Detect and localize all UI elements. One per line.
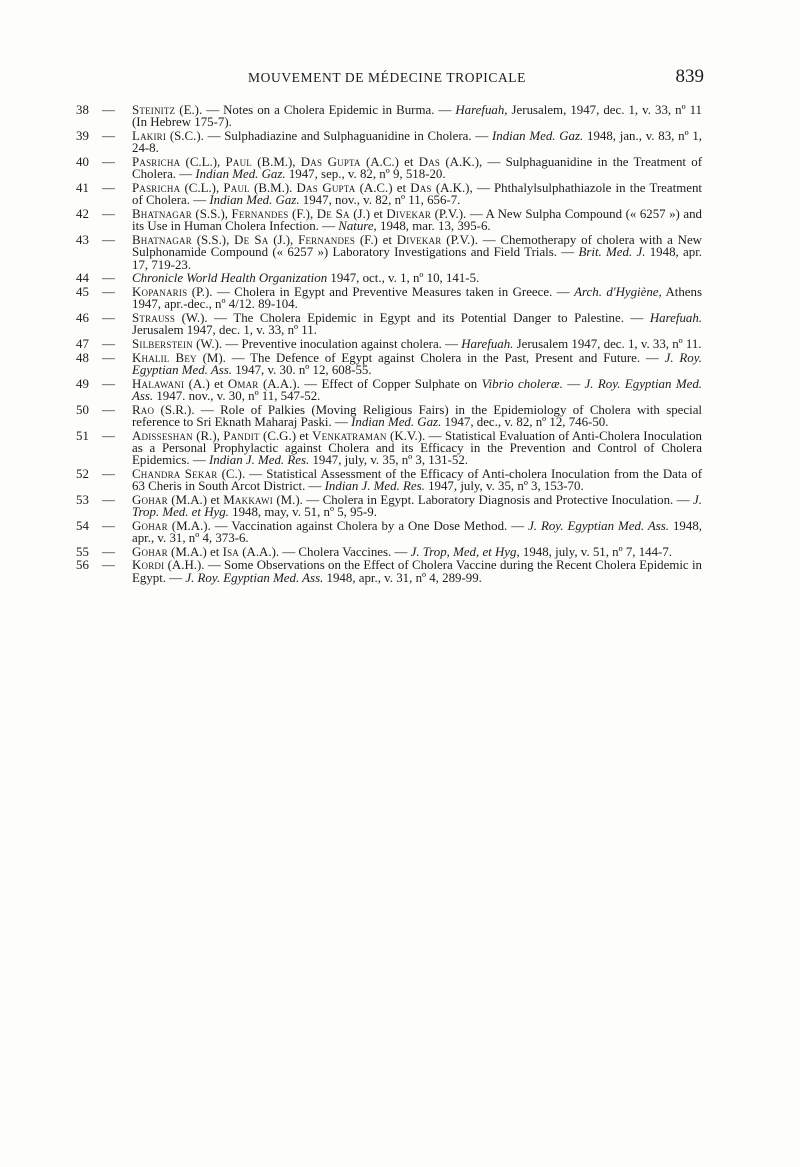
citation-text: (B.M.). [249,180,297,195]
author-name: Kopanaris [132,284,188,299]
citation-text: (M). — The Defence of Egypt against Cholera in the Past, Present and Future. — [196,350,665,365]
citation-text: 1947, sep., v. 82, nº 9, 518-20. [285,167,446,182]
author-name: De Sa [234,232,269,247]
reference-number: 52 [76,466,89,481]
reference-number: 46 [76,310,89,325]
reference-item [76,352,702,377]
author-name: Gohar [132,544,168,559]
reference-item [76,546,702,558]
citation-text: (A.K.), — Phthalylsulphathiazole in the Treatment of Cholera. — [132,180,702,208]
citation-text: 1948, jan., v. 83, nº 1, 24-8. [132,128,702,156]
reference-dash: — [102,232,115,247]
author-name: Rao [132,402,155,417]
reference-dash: — [102,428,115,443]
reference-item [76,156,702,181]
author-name: Paul [223,180,250,195]
reference-dash: — [102,544,115,559]
author-name: Pandit [223,428,260,443]
running-title: MOUVEMENT DE MÉDECINE TROPICALE [248,70,526,85]
author-name: Gohar [132,518,168,533]
citation-text: 1947, nov., v. 82, nº 11, 656-7. [299,193,461,208]
citation-text: (M.A.) et [167,492,224,507]
reference-dash: — [102,103,115,117]
author-name: Gohar [132,492,168,507]
author-name: Omar [227,376,259,391]
citation-text: (A.A.). — Effect of Copper Sulphate on [258,376,482,391]
author-name: Adisseshan [132,428,193,443]
reference-list [76,104,702,585]
author-name: Pasricha [132,180,181,195]
citation-text: 1947, oct., v. 1, nº 10, 141-5. [327,271,480,286]
reference-item [76,520,702,545]
reference-item [76,130,702,155]
citation-text: (C.). — Statistical Assessment of the Efficacy of Anti-cholera Inoculation from the Data of 63 Cheris in South Arcot District. — [132,466,702,494]
author-name: Das Gupta [300,154,361,169]
reference-dash: — [102,558,115,573]
citation-text: (J.) et [349,206,387,221]
journal-title: Arch. d'Hygiène, [574,284,662,299]
reference-item [76,312,702,337]
reference-number: 40 [76,154,89,169]
citation-text: (M.A.) et [167,544,223,559]
journal-title: Indian J. Med. Res. [208,453,310,468]
reference-item [76,404,702,429]
journal-title: Indian Med. Gaz. [491,128,584,143]
citation-text: (W.). — The Cholera Epidemic in Egypt and its Potential Danger to Palestine. — [175,310,650,325]
citation-text: 1948, apr., v. 31, nº 4, 289-99. [323,570,482,585]
reference-number: 39 [76,128,89,143]
author-name: Makkawi [223,492,273,507]
author-name: Lakiri [132,128,167,143]
page-number: 839 [675,66,704,87]
reference-dash: — [102,336,115,351]
reference-dash: — [102,376,115,391]
reference-number: 38 [76,103,89,117]
citation-text: 1948, apr., v. 31, nº 4, 373-6. [132,518,702,546]
page-header [70,66,704,92]
author-name: Silberstein [132,336,193,351]
citation-text: 1947, dec., v. 82, nº 12, 746-50. [441,414,609,429]
citation-text: (A.A.). — Cholera Vaccines. — [239,544,411,559]
reference-number: 41 [76,180,89,195]
citation-text: 1947, july, v. 35, nº 3, 131-52. [309,453,469,468]
author-name: Das [410,180,432,195]
journal-title: J. Trop, Med, et Hyg, [410,544,520,559]
reference-dash: — [102,492,115,507]
author-name: Fernandes [231,206,289,221]
citation-text: (M.A.). — Vaccination against Cholera by a One Dose Method. — [167,518,529,533]
reference-number: 43 [76,232,89,247]
author-name: Divekar [396,232,442,247]
citation-text: (F.) et [355,232,397,247]
citation-text: (R.), [192,428,224,443]
journal-title: Harefuah. [461,336,514,351]
reference-item [76,468,702,493]
citation-text: — [562,376,585,391]
citation-text: (S.S.), [191,206,232,221]
author-name: Das [418,154,441,169]
reference-item [76,182,702,207]
reference-number: 45 [76,284,89,299]
author-name: Halawani [132,376,185,391]
author-name: Das Gupta [296,180,356,195]
reference-number: 55 [76,544,89,559]
journal-title: Harefuah, [455,103,508,117]
reference-dash: — [102,518,115,533]
citation-text: (S.C.). — Sulphadiazine and Sulphaguanidine in Cholera. — [166,128,492,143]
citation-text: 1948, july, v. 51, nº 7, 144-7. [519,544,673,559]
journal-title: J. Roy. Egyptian Med. Ass. [132,350,702,377]
citation-text: (M.). — Cholera in Egypt. Laboratory Diagnosis and Protective Inoculation. — [272,492,694,507]
reference-item [76,338,702,350]
citation-text: 1947. nov., v. 30, nº 11, 547-52. [153,388,321,403]
reference-item [76,286,702,311]
reference-dash: — [102,310,115,325]
reference-number: 44 [76,271,89,286]
citation-text: (A.C.) et [360,154,419,169]
reference-item [76,494,702,519]
reference-dash: — [102,154,115,169]
citation-text: Jerusalem 1947, dec. 1, v. 33, nº 11. [132,323,317,338]
reference-number: 49 [76,376,89,391]
author-name: Khalil Bey [132,350,197,365]
reference-number: 50 [76,402,89,417]
citation-text: (C.L.), [180,180,224,195]
citation-text: (K.V.). — Statistical Evaluation of Anti-Cholera Inoculation as a Personal Prophylactic against Cholera and its Efficacy in the Prevention and Control of Cholera Epidemics. — [132,428,703,468]
author-name: Venkatraman [312,428,387,443]
reference-number: 51 [76,428,89,443]
reference-dash: — [102,180,115,195]
citation-text: 1947, v. 30. nº 12, 608-55. [232,362,372,377]
author-name: Bhatnagar [132,206,192,221]
reference-item [76,272,702,284]
journal-title: Indian Med. Gaz. [351,414,442,429]
reference-item [76,104,702,129]
author-name: Strauss [132,310,176,325]
reference-item [76,430,702,467]
reference-number: 54 [76,518,89,533]
journal-title: Harefuah. [649,310,702,325]
citation-text: 1948, mar. 13, 395-6. [376,219,491,234]
citation-text: Jerusalem 1947, dec. 1, v. 33, nº 11. [513,336,702,351]
reference-number: 48 [76,350,89,365]
reference-item [76,234,702,271]
reference-dash: — [102,350,115,365]
reference-dash: — [102,128,115,143]
citation-text: 1948, apr. 17, 719-23. [132,245,703,272]
citation-text: (C.G.) et [259,428,313,443]
author-name: Bhatnagar [132,232,192,247]
reference-item [76,559,702,584]
journal-title: Indian J. Med. Res. [324,479,425,494]
journal-title: Indian Med. Gaz. [195,167,286,182]
citation-text: (S.S.), [191,232,235,247]
citation-text: (F.), [288,206,317,221]
journal-title: Brit. Med. J. [578,245,646,260]
reference-number: 42 [76,206,89,221]
citation-text: (A.C.) et [355,180,411,195]
reference-number: 47 [76,336,89,351]
citation-text: (P.). — Cholera in Egypt and Preventive Measures taken in Greece. — [187,284,575,299]
journal-title: Vibrio choleræ. [481,376,563,391]
journal-title: J. Roy. Egyptian Med. Ass. [185,570,324,585]
citation-text: (S.R.). — Role of Palkies (Moving Religious Fairs) in the Epidemiology of Cholera with special reference to Sri Eknath Maharaj Paski. — [132,402,702,429]
citation-text: (A.K.), — Sulphaguanidine in the Treatment of Cholera. — [132,154,702,182]
citation-text: (C.L.), [180,154,226,169]
reference-dash: — [102,271,115,286]
author-name: Paul [225,154,252,169]
author-name: Isa [222,544,239,559]
author-name: Chandra Sekar [132,466,218,481]
reference-dash: — [102,402,115,417]
reference-dash: — [102,466,115,481]
reference-item [76,208,702,233]
citation-text: (P.V.). — A New Sulpha Compound (« 6257 ») and its Use in Human Cholera Infection. — [132,206,702,234]
reference-number: 53 [76,492,89,507]
citation-text: Athens 1947, apr.-dec., nº 4/12. 89-104. [132,284,702,312]
citation-text: 1947, july, v. 35, nº 3, 153-70. [424,479,584,494]
author-name: Steinitz [132,103,176,117]
journal-title: Indian Med. Gaz. [209,193,300,208]
reference-dash: — [102,206,115,221]
author-name: Divekar [386,206,432,221]
citation-text: (E.). — Notes on a Cholera Epidemic in Burma. — [175,103,456,117]
reference-dash: — [102,284,115,299]
journal-title: Chronicle World Health Organization [132,271,328,286]
reference-item [76,378,702,403]
citation-text: (A.) et [184,376,228,391]
author-name: De Sa [316,206,350,221]
citation-text: (A.H.). — Some Observations on the Effect of Cholera Vaccine during the Recent Cholera Epidemic in Egypt. — [132,558,702,585]
citation-text: 1948, may, v. 51, nº 5, 95-9. [228,505,377,520]
citation-text: (J.), [268,232,299,247]
journal-title: J. Roy. Egyptian Med. Ass. [132,376,702,403]
reference-number: 56 [76,558,89,573]
author-name: Kordi [132,558,165,573]
citation-text: (P.V.). — Chemotherapy of cholera with a New Sulphonamide Compound (« 6257 ») Laboratory Investigations and Field Trials. — [132,232,702,260]
citation-text: Jerusalem, 1947, dec. 1, v. 33, nº 11 (In Hebrew 175-7). [132,103,702,130]
author-name: Pasricha [132,154,181,169]
journal-title: J. Trop. Med. et Hyg. [132,492,702,520]
author-name: Fernandes [298,232,356,247]
journal-title: J. Roy. Egyptian Med. Ass. [528,518,670,533]
citation-text: (B.M.), [251,154,301,169]
citation-text: (W.). — Preventive inoculation against cholera. — [192,336,462,351]
journal-title: Nature, [338,219,377,234]
